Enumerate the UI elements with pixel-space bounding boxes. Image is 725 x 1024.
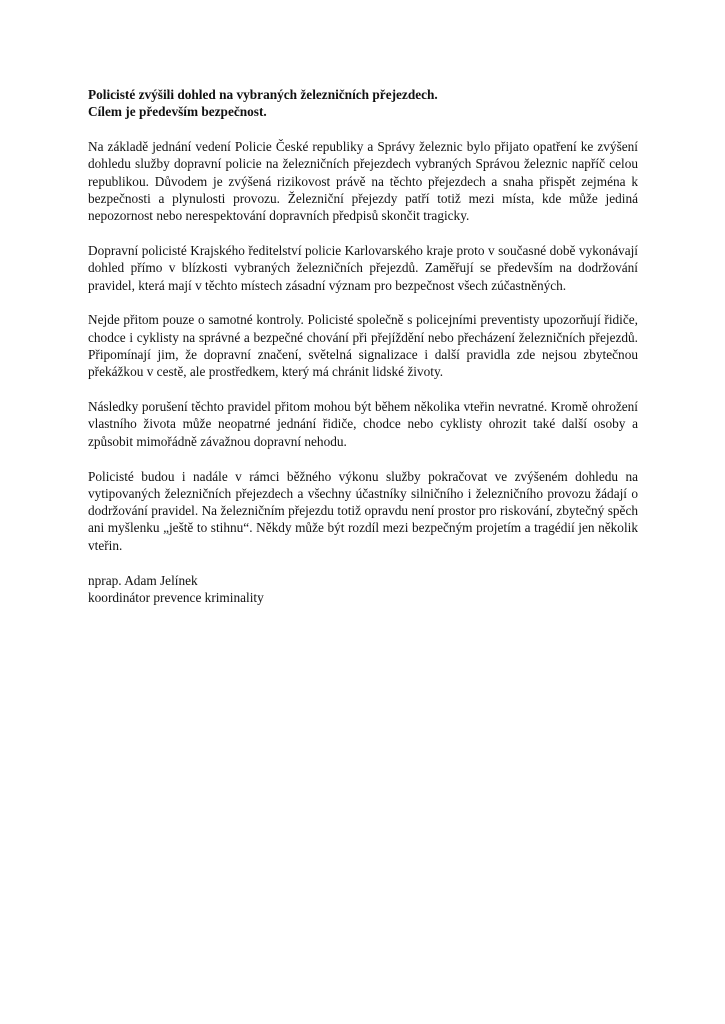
- title-line-2: Cílem je především bezpečnost.: [88, 104, 267, 120]
- paragraph-5: Policisté budou i nadále v rámci běžného výkonu služby pokračovat ve zvýšeném dohledu na vytipovaných železničních přejezdech a všechny účastníky silničního i železničního provozu žádají o dodržování pravidel. Na železničním přejezdu totiž opravdu není prostor pro riskování, zbytečný spěch ani myšlenku „ještě to stihnu“. Někdy může být rozdíl mezi bezpečným projetím a tragédií jen několik vteřin.: [88, 468, 638, 553]
- document-body: [88, 86, 638, 606]
- signature-name: nprap. Adam Jelínek: [88, 572, 198, 588]
- paragraph-1: Na základě jednání vedení Policie České republiky a Správy železnic bylo přijato opatření ke zvýšení dohledu služby dopravní policie na železničních přejezdech vybraných Správou železnic napříč celou republikou. Důvodem je zvýšená rizikovost právě na těchto přejezdech a snaha přispět zejména k bezpečnosti a plynulosti provozu. Železniční přejezdy patří totiž mezi místa, kde může jediná nepozornost nebo nerespektování dopravních předpisů skončit tragicky.: [88, 139, 638, 224]
- signature-block: [88, 572, 638, 607]
- paragraph-4: Následky porušení těchto pravidel přitom mohou být během několika vteřin nevratné. Kromě ohrožení vlastního života může neopatrné jednání řidiče, chodce nebo cyklisty ohrozit také další osoby a způsobit mimořádně závažnou dopravní nehodu.: [88, 399, 638, 449]
- paragraph-2: Dopravní policisté Krajského ředitelství policie Karlovarského kraje proto v současné době vykonávají dohled přímo v blízkosti vybraných železničních přejezdů. Zaměřují se především na dodržování pravidel, která mají v těchto místech zásadní význam pro bezpečnost všech zúčastněných.: [88, 243, 638, 293]
- title-line-1: Policisté zvýšili dohled na vybraných železničních přejezdech.: [88, 87, 438, 102]
- document-title: [88, 86, 638, 121]
- paragraph-3: Nejde přitom pouze o samotné kontroly. Policisté společně s policejními preventisty upozorňují řidiče, chodce i cyklisty na správné a bezpečné chování při přejíždění nebo přecházení železničních přejezdů. Připomínají jim, že dopravní značení, světelná signalizace i další pravidla zde nejsou zbytečnou překážkou v cestě, ale prostředkem, který má chránit lidské životy.: [88, 312, 638, 380]
- signature-role: koordinátor prevence kriminality: [88, 589, 264, 605]
